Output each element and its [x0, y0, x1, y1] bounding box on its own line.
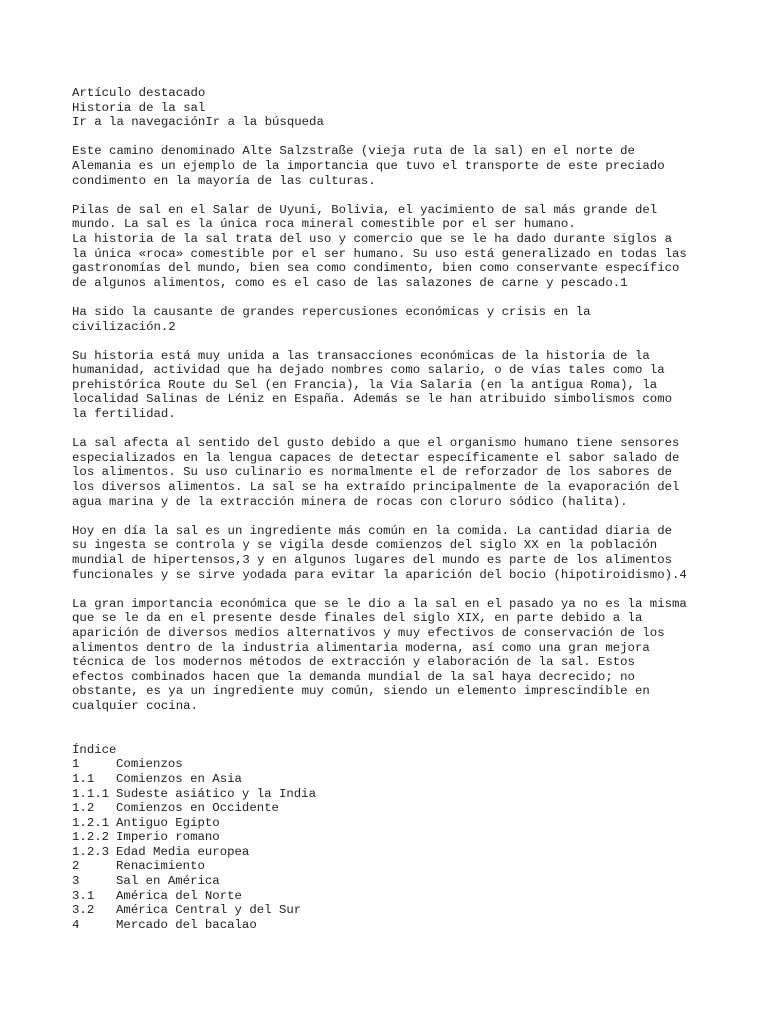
toc-number: 2 — [72, 859, 80, 874]
text-line: gastronomías del mundo, bien sea como condimento, bien como conservante específico — [72, 261, 680, 276]
text-line: condimento en la mayoría de las culturas. — [72, 173, 376, 188]
text-line: aparición de diversos medios alternativos y muy efectivos de conservación de los — [72, 625, 665, 640]
text-line: humanidad, actividad que ha dejado nombres como salario, o de vías tales como la — [72, 363, 665, 378]
toc-label: Sal en América — [116, 874, 220, 889]
toc-number: 1 — [72, 757, 80, 772]
toc-item[interactable] — [72, 787, 712, 802]
text-line: agua marina y de la extracción minera de rocas con cloruro sódico (halita). — [72, 494, 628, 509]
toc-label: Comienzos en Occidente — [116, 801, 279, 816]
text-line: efectos combinados hacen que la demanda mundial de la sal haya decrecido; no — [72, 669, 635, 684]
toc-number: 4 — [72, 917, 80, 932]
toc-label: Comienzos en Asia — [116, 771, 242, 786]
text-line: mundo. La sal es la única roca mineral comestible por el ser humano. — [72, 217, 576, 232]
toc-number: 3 — [72, 874, 80, 889]
text-line: los diversos alimentos. La sal se ha extraído principalmente de la evaporación del — [72, 480, 680, 495]
paragraph-importance — [72, 597, 712, 714]
text-line: cualquier cocina. — [72, 698, 198, 713]
toc-item[interactable] — [72, 889, 712, 904]
toc-label: Renacimiento — [116, 859, 205, 874]
spacer — [72, 290, 712, 305]
spacer — [72, 714, 712, 743]
text-line: la única «roca» comestible por el ser humano. Su uso está generalizado en todas las — [72, 246, 687, 261]
toc-number: 3.2 — [72, 903, 95, 918]
text-line: obstante, es ya un ingrediente muy común, siendo un elemento imprescindible en — [72, 684, 650, 699]
text-line: especializados en la lengua capaces de detectar específicamente el sabor salado de — [72, 450, 680, 465]
nav-link[interactable]: Ir a la navegación — [72, 115, 206, 130]
toc-label: Edad Media europea — [116, 844, 250, 859]
featured-label: Artículo destacado — [72, 86, 206, 100]
toc-label: América Central y del Sur — [116, 903, 302, 918]
spacer — [72, 509, 712, 524]
toc-title: Índice — [72, 742, 117, 757]
document-page — [72, 86, 712, 932]
text-line: Ha sido la causante de grandes repercusiones económicas y crisis en la — [72, 304, 591, 319]
text-line: de algunos alimentos, como es el caso de las salazones de carne y pescado.1 — [72, 275, 628, 290]
spacer — [72, 422, 712, 437]
toc-number: 1.2.1 — [72, 815, 110, 830]
paragraph-taste — [72, 436, 712, 509]
toc-item[interactable] — [72, 830, 712, 845]
skip-links — [72, 115, 712, 130]
toc-label: Imperio romano — [116, 830, 220, 845]
search-link[interactable]: Ir a la búsqueda — [205, 115, 324, 130]
toc-number: 1.1 — [72, 771, 95, 786]
toc-item[interactable] — [72, 816, 712, 831]
toc-label: América del Norte — [116, 888, 242, 903]
toc-label: Antiguo Egipto — [116, 815, 220, 830]
paragraph-today — [72, 524, 712, 582]
toc-number: 1.2.2 — [72, 830, 110, 845]
paragraph-uyuni — [72, 203, 712, 291]
toc-item[interactable] — [72, 859, 712, 874]
text-line: Pilas de sal en el Salar de Uyuni, Bolivia, el yacimiento de sal más grande del — [72, 202, 658, 217]
text-line: Hoy en día la sal es un ingrediente más común en la comida. La cantidad diaria de — [72, 523, 673, 538]
text-line: La historia de la sal trata del uso y comercio que se le ha dado durante siglos a — [72, 231, 673, 246]
text-line: la fertilidad. — [72, 407, 176, 422]
spacer — [72, 582, 712, 597]
spacer — [72, 130, 712, 145]
toc-number: 1.2.3 — [72, 844, 110, 859]
text-line: Su historia está muy unida a las transacciones económicas de la historia de la — [72, 348, 650, 363]
text-line: localidad Salinas de Léniz en España. Además se le han atribuido simbolismos como — [72, 392, 673, 407]
text-line: La sal afecta al sentido del gusto debido a que el organismo humano tiene sensores — [72, 436, 680, 451]
toc-item[interactable] — [72, 845, 712, 860]
paragraph-intro-caption — [72, 144, 712, 188]
spacer — [72, 188, 712, 203]
text-line: alimentos dentro de la industria alimentaria moderna, así como una gran mejora — [72, 640, 650, 655]
paragraph-crisis — [72, 305, 712, 334]
table-of-contents — [72, 743, 712, 933]
paragraph-economy — [72, 349, 712, 422]
text-line: su ingesta se controla y se vigila desde comienzos del siglo XX en la población — [72, 538, 658, 553]
text-line: civilización.2 — [72, 319, 176, 334]
text-line: Este camino denominado Alte Salzstraße (vieja ruta de la sal) en el norte de — [72, 144, 635, 159]
article-title: Historia de la sal — [72, 100, 206, 115]
text-line: que se le da en el presente desde finales del siglo XIX, en parte debido a la — [72, 611, 643, 626]
text-line: los alimentos. Su uso culinario es normalmente el de reforzador de los sabores de — [72, 465, 673, 480]
text-line: La gran importancia económica que se le dio a la sal en el pasado ya no es la misma — [72, 596, 687, 611]
toc-label: Mercado del bacalao — [116, 917, 257, 932]
text-line: prehistórica Route du Sel (en Francia), la Via Salaria (en la antigua Roma), la — [72, 377, 658, 392]
spacer — [72, 334, 712, 349]
toc-number: 1.2 — [72, 801, 95, 816]
toc-item[interactable] — [72, 801, 712, 816]
toc-item[interactable] — [72, 874, 712, 889]
toc-number: 3.1 — [72, 888, 95, 903]
toc-item[interactable] — [72, 772, 712, 787]
text-line: funcionales y se sirve yodada para evitar la aparición del bocio (hipotiroidismo).4 — [72, 567, 687, 582]
toc-label: Sudeste asiático y la India — [116, 786, 317, 801]
toc-item[interactable] — [72, 757, 712, 772]
text-line: mundial de hipertensos,3 y en algunos lugares del mundo es parte de los alimentos — [72, 553, 673, 567]
toc-item[interactable] — [72, 903, 712, 918]
toc-item[interactable] — [72, 918, 712, 933]
toc-number: 1.1.1 — [72, 786, 110, 801]
text-line: técnica de los modernos métodos de extracción y elaboración de la sal. Estos — [72, 655, 635, 670]
toc-label: Comienzos — [116, 757, 183, 772]
text-line: Alemania es un ejemplo de la importancia que tuvo el transporte de este preciado — [72, 158, 665, 173]
